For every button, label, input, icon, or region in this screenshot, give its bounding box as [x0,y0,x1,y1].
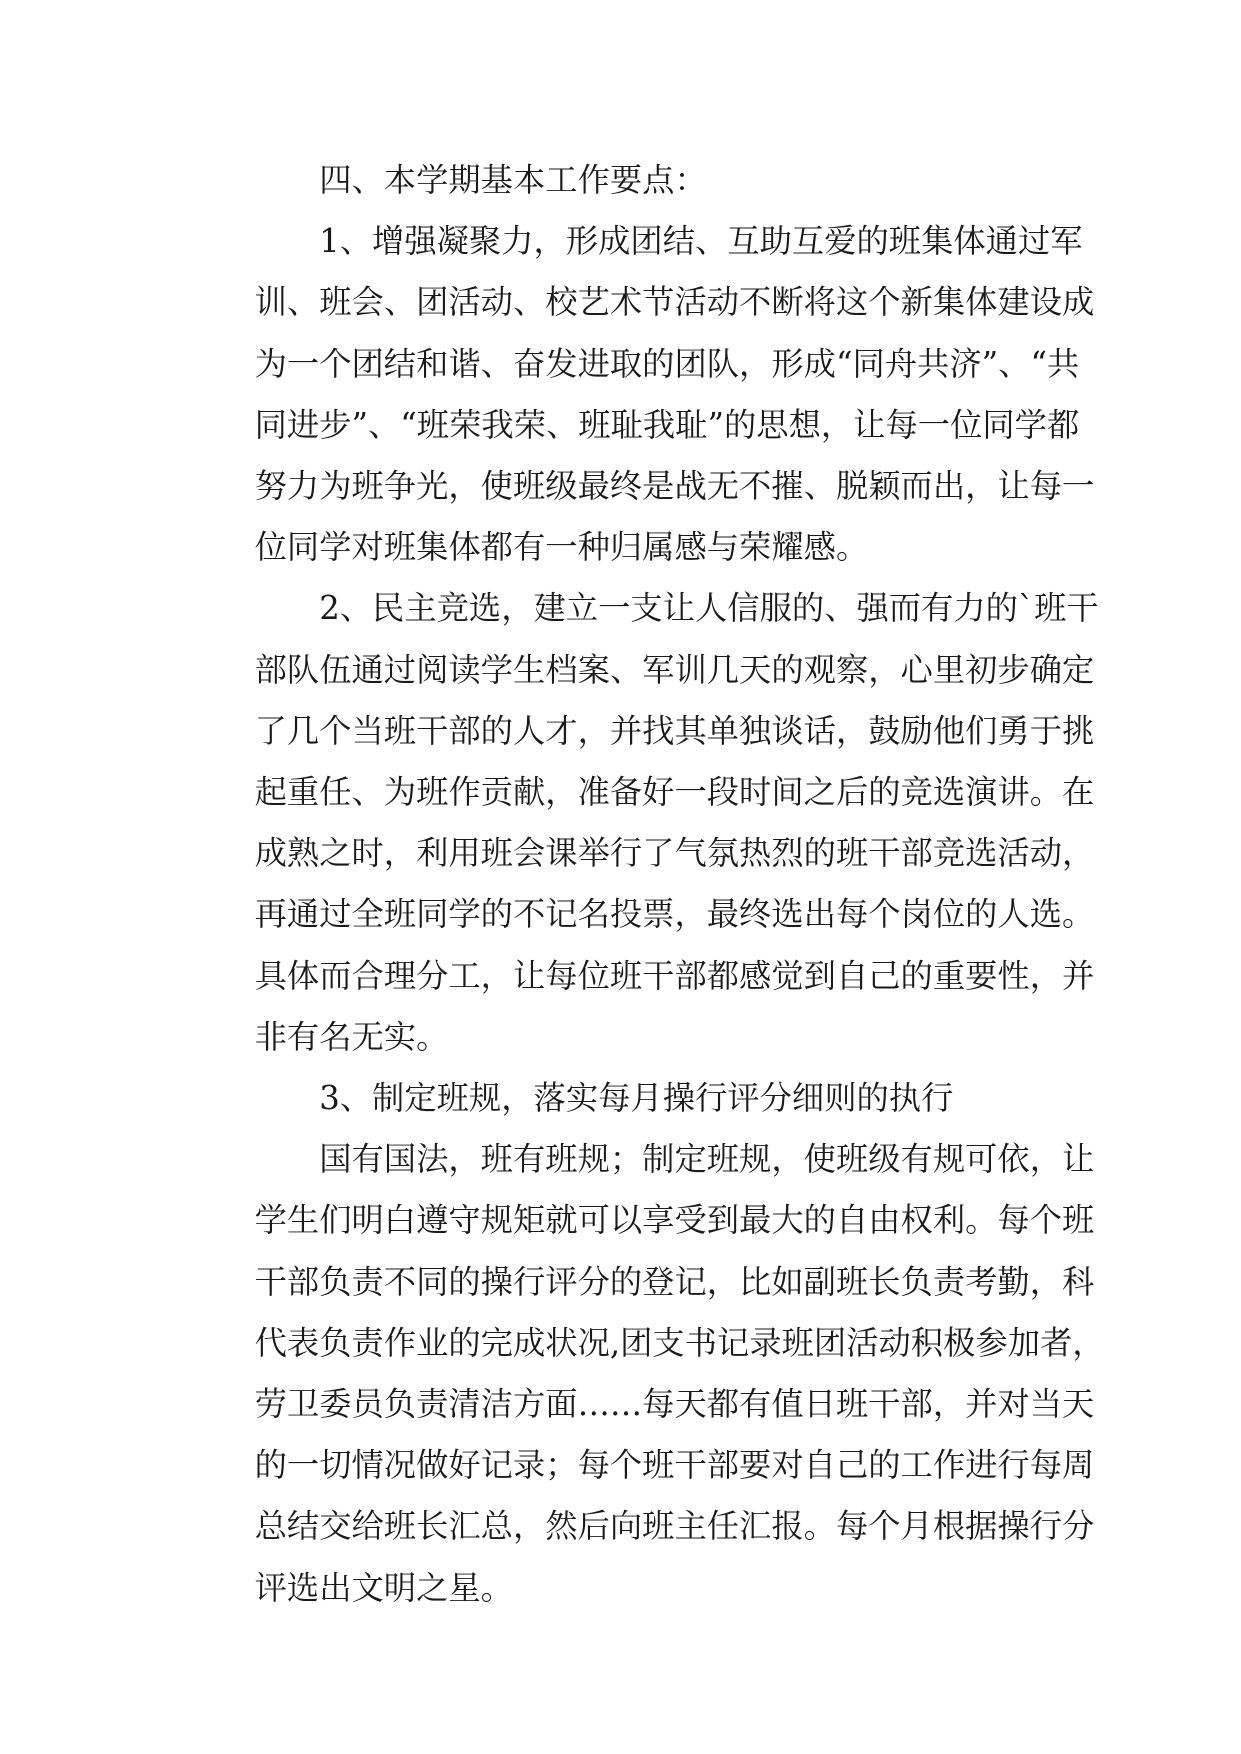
text-line: 学生们明白遵守规矩就可以享受到最大的自由权利。每个班 [254,1201,1095,1240]
text-line: 再通过全班同学的不记名投票，最终选出每个岗位的人选。 [254,895,1095,934]
text-line: 3、制定班规，落实每月操行评分细则的执行 [319,1079,954,1118]
text-line: 成熟之时，利用班会课举行了气氛热烈的班干部竞选活动， [254,834,1095,873]
text-line: 评选出文明之星。 [254,1568,513,1607]
paragraph-cohesion [190,211,1095,578]
text-line: 2、民主竞选，建立一支让人信服的、强而有力的`班干 [319,589,1099,628]
text-line: 具体而合理分工，让每位班干部都感觉到自己的重要性，并 [254,956,1095,995]
document-page [190,150,1105,1619]
text-line: 国有国法，班有班规；制定班规，使班级有规可依，让 [319,1140,1095,1179]
text-line: 四、本学期基本工作要点： [319,161,707,199]
text-line: 同进步”、“班荣我荣、班耻我耻”的思想，让每一位同学都 [254,405,1080,444]
text-line: 1、增强凝聚力，形成团结、互助互爱的班集体通过军 [319,222,1083,261]
text-line: 了几个当班干部的人才，并找其单独谈话，鼓励他们勇于挑 [254,711,1095,750]
text-line: 代表负责作业的完成状况,团支书记录班团活动积极参加者， [254,1323,1105,1362]
paragraph-election [190,578,1099,1068]
text-line: 干部负责不同的操行评分的登记，比如副班长负责考勤，科 [254,1262,1095,1301]
text-line: 部队伍通过阅读学生档案、军训几天的观察，心里初步确定 [254,650,1095,689]
text-line: 位同学对班集体都有一种归属感与荣耀感。 [254,528,869,567]
paragraph-rules-heading [190,1068,1048,1129]
section-heading [190,150,1048,211]
text-line: 努力为班争光，使班级最终是战无不摧、脱颖而出，让每一 [254,467,1095,506]
text-line: 为一个团结和谐、奋发进取的团队，形成“同舟共济”、“共 [254,344,1080,383]
text-line: 总结交给班长汇总，然后向班主任汇报。每个月根据操行分 [254,1507,1095,1546]
text-line: 起重任、为班作贡献，准备好一段时间之后的竞选演讲。在 [254,773,1095,812]
paragraph-rules [190,1129,1105,1619]
text-line: 非有名无实。 [254,1017,449,1056]
text-line: 劳卫委员负责清洁方面……每天都有值日班干部，并对当天 [254,1385,1095,1424]
text-line: 的一切情况做好记录；每个班干部要对自己的工作进行每周 [254,1446,1095,1485]
text-line: 训、班会、团活动、校艺术节活动不断将这个新集体建设成 [254,283,1095,322]
